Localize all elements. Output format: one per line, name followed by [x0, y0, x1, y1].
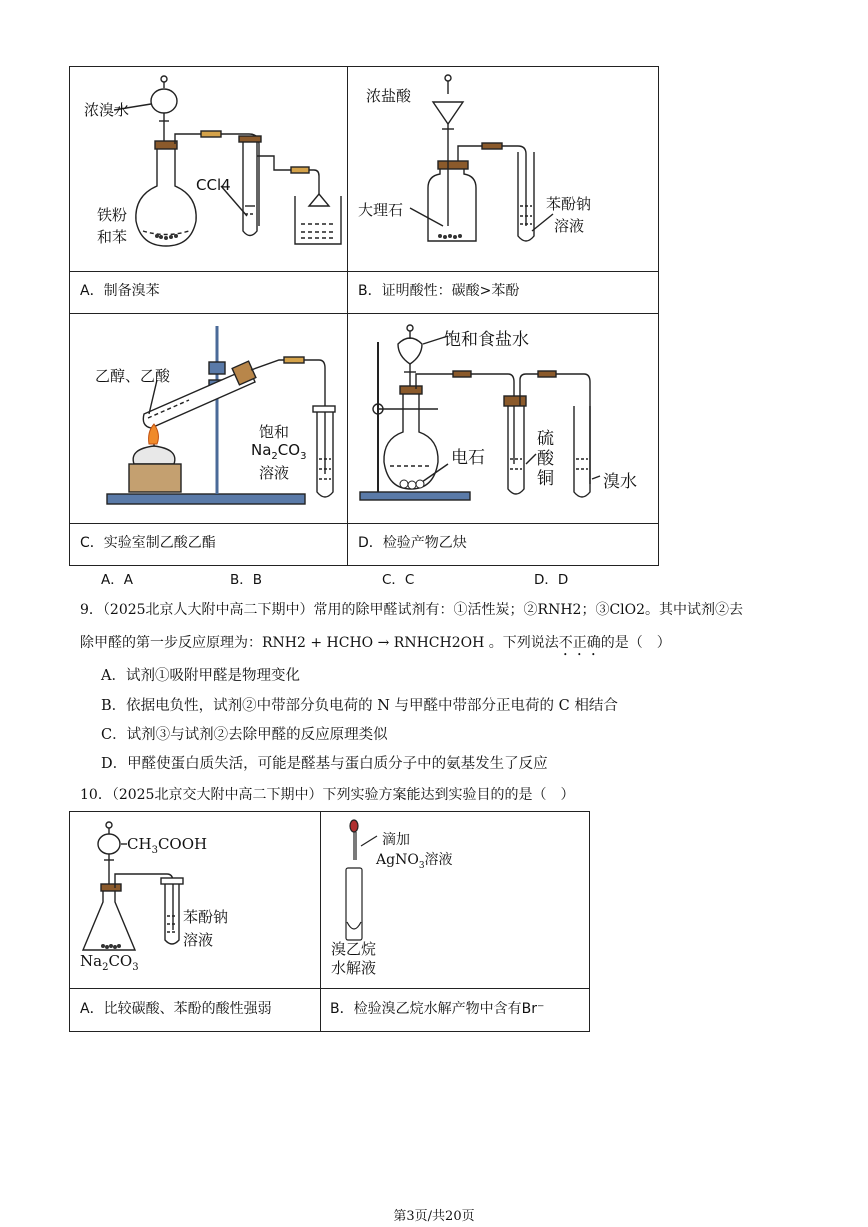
label-calcium-carbide: 电石 — [451, 448, 485, 468]
q10-caption-b: B．检验溴乙烷水解产物中含有Br⁻ — [330, 1001, 545, 1017]
label-hydrolysate: 水解液 — [331, 959, 377, 977]
label-iron-powder: 铁粉 — [97, 206, 128, 224]
q9-option-d: D．甲醛使蛋白质失活，可能是醛基与蛋白质分子中的氨基发生了反应 — [101, 756, 548, 772]
q8-row-divider-3 — [69, 523, 659, 524]
q9-stem-line2-b: 的是（ ） — [600, 635, 671, 651]
label-sodium-phenoxide: 苯酚钠 — [546, 195, 592, 213]
q8-caption-a: A．制备溴苯 — [80, 283, 160, 299]
label-na2co3-q10: $Na_2CO_3$ — [80, 952, 139, 973]
q8-caption-d: D．检验产物乙炔 — [358, 535, 467, 551]
page-footer: 第3页/共20页 — [393, 1209, 475, 1224]
label-add-dropwise: 滴加 — [382, 832, 410, 848]
q10-stem: 10．（2025北京交大附中高二下期中）下列实验方案能达到实验目的的是（ ） — [80, 787, 575, 803]
q9-stem-line1: 9．（2025北京人大附中高二下期中）常用的除甲醛试剂有：①活性炭；②RNH2；③ClO2。其中试剂②去 — [80, 602, 744, 618]
q8-caption-b: B．证明酸性：碳酸>苯酚 — [358, 283, 520, 299]
q10-caption-a: A．比较碳酸、苯酚的酸性强弱 — [80, 1001, 272, 1017]
label-and-benzene: 和苯 — [97, 228, 128, 246]
label-phenoxide-q10: 苯酚钠 — [183, 908, 229, 926]
label-marble: 大理石 — [358, 201, 404, 219]
label-bromine-water-d: 溴水 — [603, 472, 637, 492]
q9-option-a: A．试剂①吸附甲醛是物理变化 — [101, 668, 300, 684]
q9-emphasis: 不正确 — [558, 635, 601, 651]
q8-row-divider-1 — [69, 271, 659, 272]
q8-choice-a: A．A — [101, 572, 133, 588]
label-ccl4: CCl4 — [196, 176, 231, 194]
label-solution-q10: 溶液 — [183, 931, 214, 949]
label-agno3: AgNO$_3$溶液 — [376, 852, 453, 871]
label-conc-hcl: 浓盐酸 — [366, 87, 412, 105]
label-copper-sulfate: 硫酸铜 — [537, 429, 554, 489]
label-bromoethane: 溴乙烷 — [331, 940, 377, 958]
q9-stem-line2-a: 除甲醛的第一步反应原理为：RNH2 + HCHO → RNHCH2OH 。下列说法 — [80, 635, 559, 651]
label-bromine-water: 浓溴水 — [84, 101, 130, 119]
q9-option-b: B．依据电负性，试剂②中带部分负电荷的 N 与甲醛中带部分正电荷的 C 相结合 — [101, 698, 618, 714]
label-saturated: 饱和 — [259, 423, 290, 441]
label-ethanol-acetic: 乙醇、乙酸 — [95, 367, 171, 385]
label-solution-c: 溶液 — [259, 464, 290, 482]
label-solution-b: 溶液 — [554, 217, 585, 235]
q8-choice-c: C．C — [382, 572, 415, 588]
label-na2co3: $Na_2CO_3$ — [251, 441, 307, 462]
q8-caption-c: C．实验室制乙酸乙酯 — [80, 535, 216, 551]
q9-option-c: C．试剂③与试剂②去除甲醛的反应原理类似 — [101, 727, 388, 743]
q9-stem-line2 — [80, 632, 671, 659]
q8-choice-d: D．D — [534, 572, 569, 588]
q8-choice-b: B．B — [230, 572, 263, 588]
label-acetic-acid: $CH_3COOH$ — [127, 835, 208, 856]
q8-figure-c — [69, 314, 347, 522]
q10-row-divider — [69, 988, 590, 989]
label-saturated-brine: 饱和食盐水 — [444, 330, 529, 350]
